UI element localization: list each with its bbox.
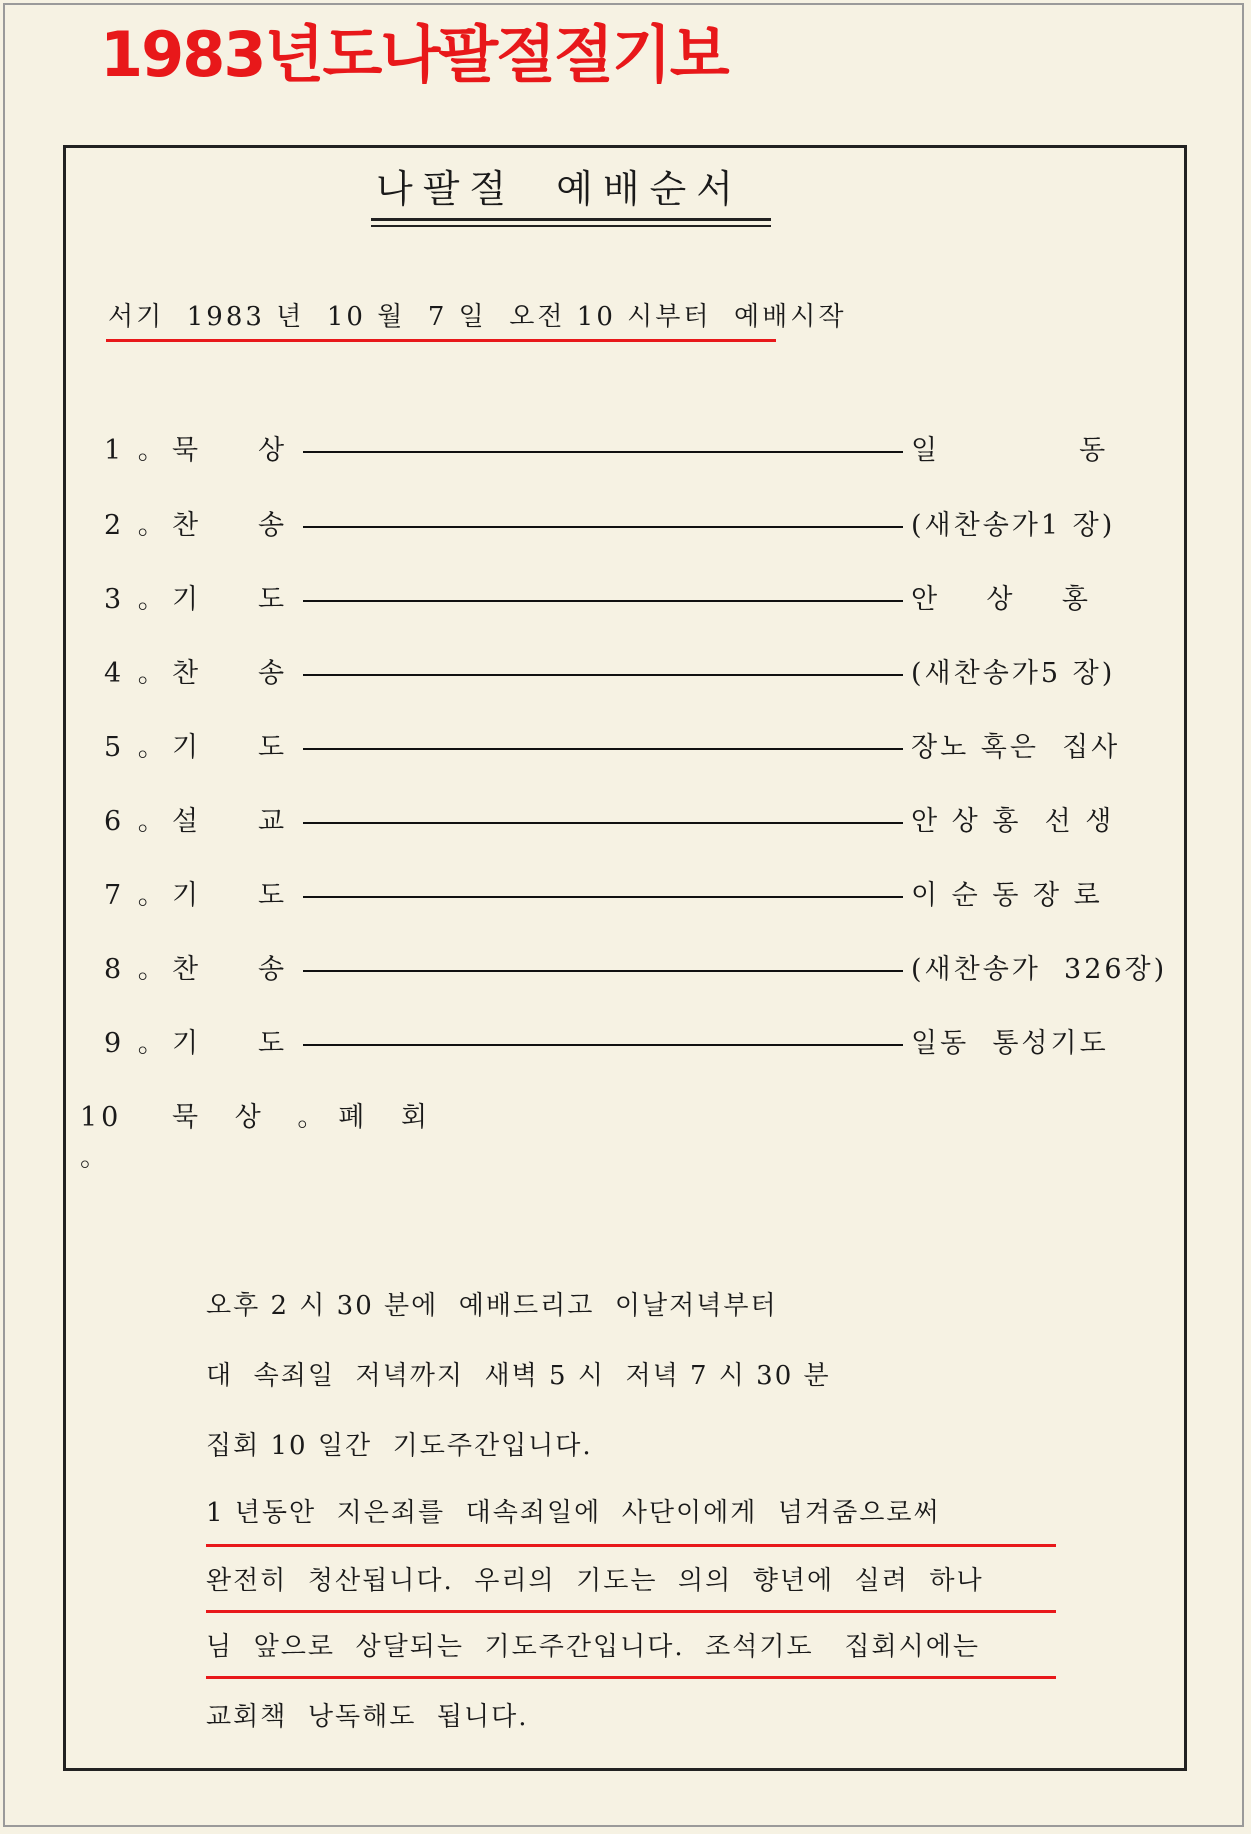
item-leader-name: 장노 혹은 집사: [911, 732, 1121, 763]
leader-line: [303, 748, 903, 750]
item-leader-name: 안 상 홍 선 생: [911, 806, 1115, 837]
item-number: 8 。: [104, 954, 169, 985]
service-item: [66, 654, 1184, 694]
item-name-char1: 찬: [172, 658, 199, 689]
leader-line: [303, 600, 903, 602]
closing-text: 묵 상 。폐 회: [172, 1102, 442, 1133]
item-name-char2: 송: [258, 658, 285, 689]
highlight-underline: [206, 1676, 1056, 1679]
item-number: 5 。: [104, 732, 169, 763]
item-name-char2: 도: [258, 732, 285, 763]
notice-line: 오후 2 시 30 분에 예배드리고 이날저녁부터: [206, 1291, 778, 1321]
item-leader-name: 일동 통성기도: [911, 1028, 1109, 1059]
item-leader-name: 이 순 동 장 로: [911, 880, 1103, 911]
item-name-char1: 찬: [172, 510, 199, 541]
service-item: [66, 728, 1184, 768]
item-name-char1: 기: [172, 732, 199, 763]
item-leader-name: (새찬송가1 장): [911, 510, 1116, 541]
service-item: [66, 1024, 1184, 1064]
service-item: [66, 876, 1184, 916]
item-name-char2: 송: [258, 510, 285, 541]
item-number: 9 。: [104, 1028, 169, 1059]
leader-line: [303, 896, 903, 898]
item-name-char1: 기: [172, 1028, 199, 1059]
service-item: [66, 802, 1184, 842]
document-title-part1: 나팔절: [376, 167, 517, 211]
notice-line: 님 앞으로 상달되는 기도주간입니다. 조석기도 집회시에는: [206, 1632, 980, 1662]
document-title-part2: 예배순서: [556, 167, 743, 211]
scanned-document: [63, 145, 1187, 1771]
notice-line: 집회 10 일간 기도주간입니다.: [206, 1431, 593, 1461]
item-name-char2: 상: [258, 435, 285, 466]
page-title: 1983년도나팔절절기보: [100, 18, 728, 91]
leader-line: [303, 674, 903, 676]
item-name-char2: 교: [258, 806, 285, 837]
leader-line: [303, 526, 903, 528]
item-name-char1: 설: [172, 806, 199, 837]
item-number: 6 。: [104, 806, 169, 837]
service-date-line: 서기 1983 년 10 월 7 일 오전 10 시부터 예배시작: [108, 302, 847, 332]
leader-line: [303, 970, 903, 972]
item-leader-name: 일 동: [911, 435, 1109, 466]
item-name-char1: 묵: [172, 435, 199, 466]
service-item: [66, 950, 1184, 990]
highlight-underline: [206, 1544, 1056, 1547]
item-number: 2 。: [104, 510, 169, 541]
item-name-char2: 도: [258, 1028, 285, 1059]
notice-line: 1 년동안 지은죄를 대속죄일에 사단이에게 넘겨줌으로써: [206, 1498, 941, 1528]
notice-line: 완전히 청산됩니다. 우리의 기도는 의의 향년에 실려 하나: [206, 1566, 984, 1596]
item-number: 1 。: [104, 435, 169, 466]
item-number: 3 。: [104, 584, 169, 615]
item-number: 7 。: [104, 880, 169, 911]
service-item: [66, 580, 1184, 620]
notice-line: 교회책 낭독해도 됩니다.: [206, 1702, 529, 1732]
item-number: 4 。: [104, 658, 169, 689]
leader-line: [303, 451, 903, 453]
leader-line: [303, 1044, 903, 1046]
service-item-closing: [66, 1098, 1184, 1173]
item-leader-name: (새찬송가 326장): [911, 954, 1168, 985]
item-name-char2: 도: [258, 880, 285, 911]
item-name-char1: 기: [172, 880, 199, 911]
notice-line: 대 속죄일 저녁까지 새벽 5 시 저녁 7 시 30 분: [206, 1361, 831, 1391]
item-number: 10 。: [80, 1102, 123, 1173]
item-leader-name: (새찬송가5 장): [911, 658, 1116, 689]
item-leader-name: 안 상 홍: [911, 584, 1091, 615]
service-item: [66, 506, 1184, 546]
item-name-char2: 도: [258, 584, 285, 615]
item-name-char2: 송: [258, 954, 285, 985]
item-name-char1: 기: [172, 584, 199, 615]
service-item: [66, 431, 1184, 471]
item-name-char1: 찬: [172, 954, 199, 985]
highlight-underline: [206, 1610, 1056, 1613]
leader-line: [303, 822, 903, 824]
